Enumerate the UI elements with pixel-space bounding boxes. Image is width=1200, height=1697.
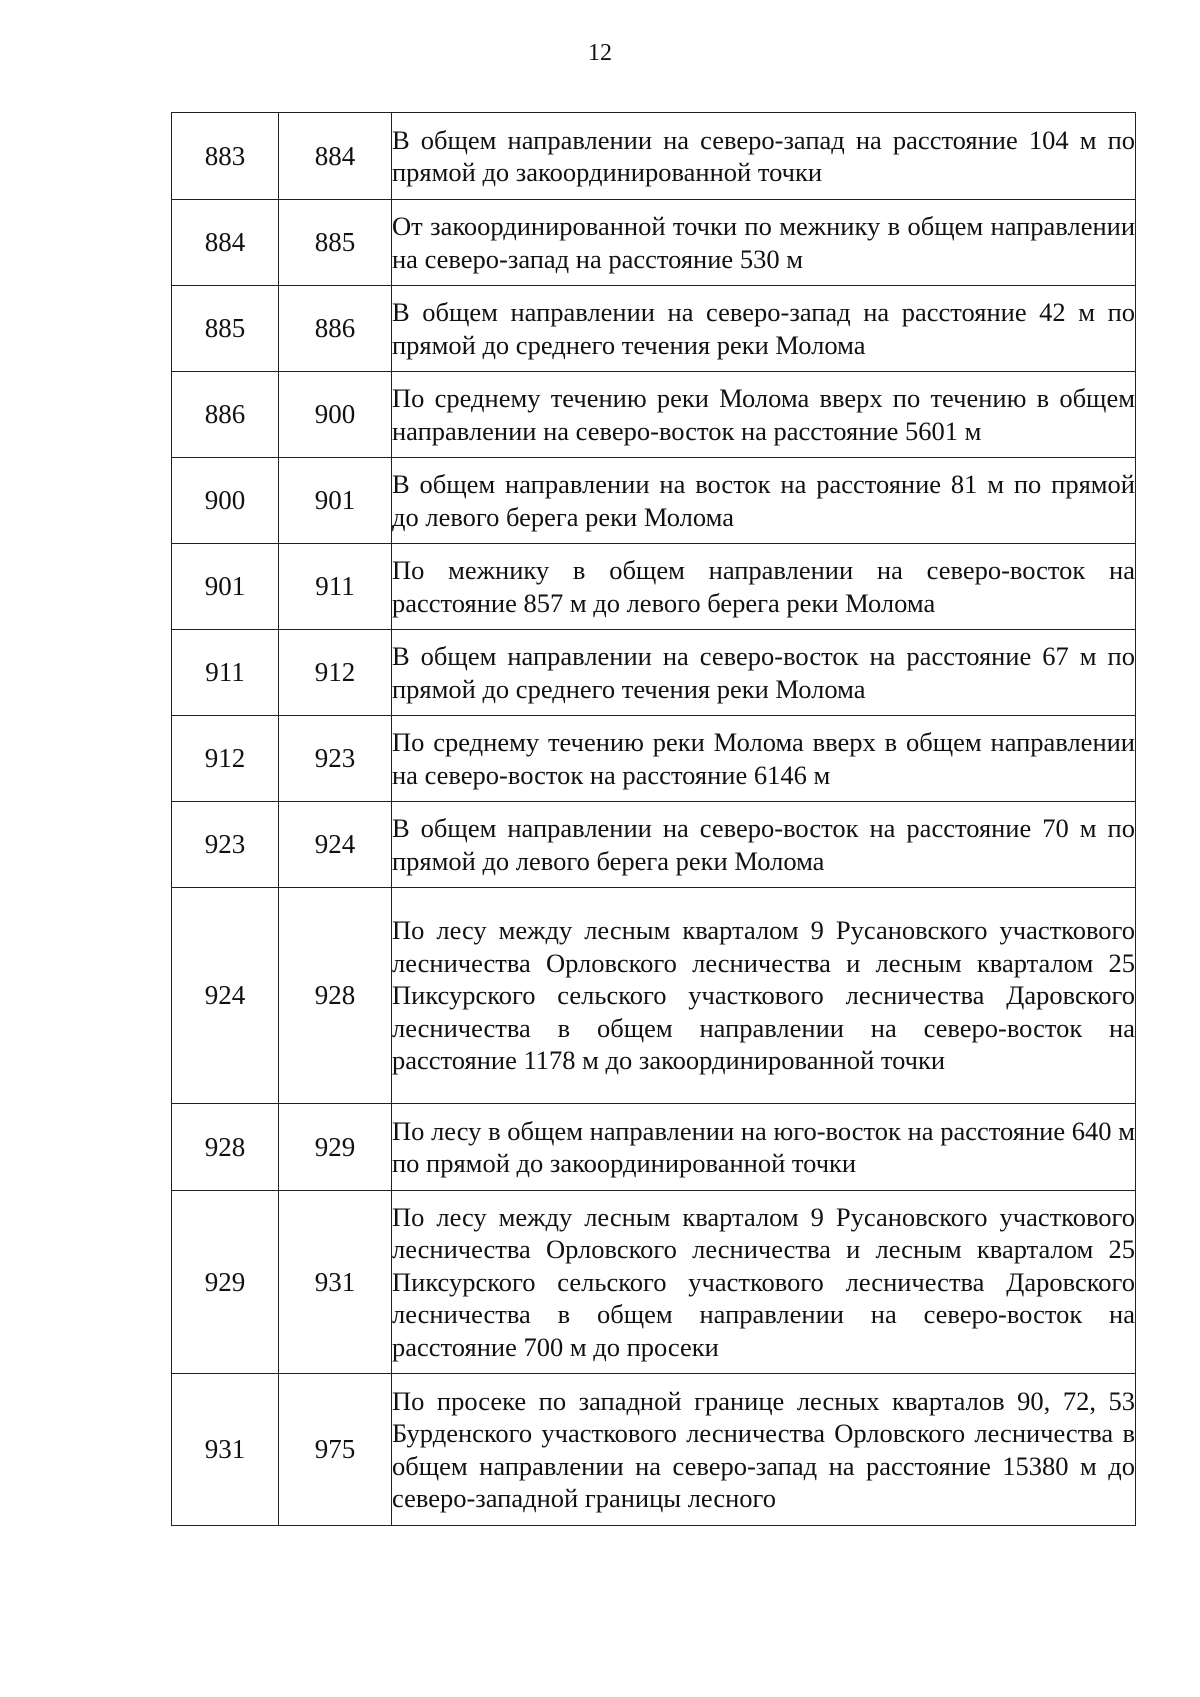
table-row	[172, 630, 1136, 716]
description-cell: По лесу между лесным кварталом 9 Русановского участкового лесничества Орловского лесничества и лесным кварталом 25 Пиксурского сельского участкового лесничества Даровского лесничества в общем направлении на северо-восток на расстояние 1178 м до закоординированной точки	[392, 888, 1136, 1104]
from-point-cell: 885	[172, 286, 279, 372]
table-row	[172, 113, 1136, 200]
table-row	[172, 888, 1136, 1104]
from-point-cell: 884	[172, 200, 279, 286]
description-cell: По межнику в общем направлении на северо-восток на расстояние 857 м до левого берега реки Молома	[392, 544, 1136, 630]
from-point-cell: 901	[172, 544, 279, 630]
to-point-cell: 975	[279, 1374, 392, 1526]
table-row	[172, 716, 1136, 802]
to-point-cell: 884	[279, 113, 392, 200]
description-cell: По лесу в общем направлении на юго-восток на расстояние 640 м по прямой до закоординированной точки	[392, 1104, 1136, 1191]
table-row	[172, 286, 1136, 372]
description-cell: В общем направлении на северо-запад на расстояние 42 м по прямой до среднего течения реки Молома	[392, 286, 1136, 372]
to-point-cell: 924	[279, 802, 392, 888]
description-cell: По лесу между лесным кварталом 9 Русановского участкового лесничества Орловского лесничества и лесным кварталом 25 Пиксурского сельского участкового лесничества Даровского лесничества в общем направлении на северо-восток на расстояние 700 м до просеки	[392, 1191, 1136, 1374]
description-cell: В общем направлении на северо-восток на расстояние 67 м по прямой до среднего течения реки Молома	[392, 630, 1136, 716]
from-point-cell: 924	[172, 888, 279, 1104]
from-point-cell: 929	[172, 1191, 279, 1374]
description-cell: В общем направлении на северо-восток на расстояние 70 м по прямой до левого берега реки Молома	[392, 802, 1136, 888]
page-number: 12	[588, 40, 612, 66]
to-point-cell: 923	[279, 716, 392, 802]
description-cell: В общем направлении на восток на расстояние 81 м по прямой до левого берега реки Молома	[392, 458, 1136, 544]
description-cell: По просеке по западной границе лесных кварталов 90, 72, 53 Бурденского участкового лесничества Орловского лесничества в общем направлении на северо-запад на расстояние 15380 м до северо-западной границы лесного	[392, 1374, 1136, 1526]
from-point-cell: 928	[172, 1104, 279, 1191]
table-row	[172, 458, 1136, 544]
table-row	[172, 1374, 1136, 1526]
from-point-cell: 886	[172, 372, 279, 458]
description-cell: В общем направлении на северо-запад на расстояние 104 м по прямой до закоординированной точки	[392, 113, 1136, 200]
to-point-cell: 928	[279, 888, 392, 1104]
table-row	[172, 1104, 1136, 1191]
from-point-cell: 931	[172, 1374, 279, 1526]
to-point-cell: 901	[279, 458, 392, 544]
boundary-description-table	[171, 112, 1136, 1526]
to-point-cell: 900	[279, 372, 392, 458]
from-point-cell: 883	[172, 113, 279, 200]
from-point-cell: 911	[172, 630, 279, 716]
from-point-cell: 900	[172, 458, 279, 544]
description-cell: От закоординированной точки по межнику в общем направлении на северо-запад на расстояние 530 м	[392, 200, 1136, 286]
table-row	[172, 1191, 1136, 1374]
to-point-cell: 886	[279, 286, 392, 372]
table-row	[172, 544, 1136, 630]
description-cell: По среднему течению реки Молома вверх в общем направлении на северо-восток на расстояние 6146 м	[392, 716, 1136, 802]
to-point-cell: 911	[279, 544, 392, 630]
table-row	[172, 200, 1136, 286]
from-point-cell: 912	[172, 716, 279, 802]
to-point-cell: 929	[279, 1104, 392, 1191]
to-point-cell: 931	[279, 1191, 392, 1374]
table-body	[172, 113, 1136, 1526]
table-row	[172, 802, 1136, 888]
table-row	[172, 372, 1136, 458]
to-point-cell: 885	[279, 200, 392, 286]
from-point-cell: 923	[172, 802, 279, 888]
description-cell: По среднему течению реки Молома вверх по течению в общем направлении на северо-восток на расстояние 5601 м	[392, 372, 1136, 458]
to-point-cell: 912	[279, 630, 392, 716]
